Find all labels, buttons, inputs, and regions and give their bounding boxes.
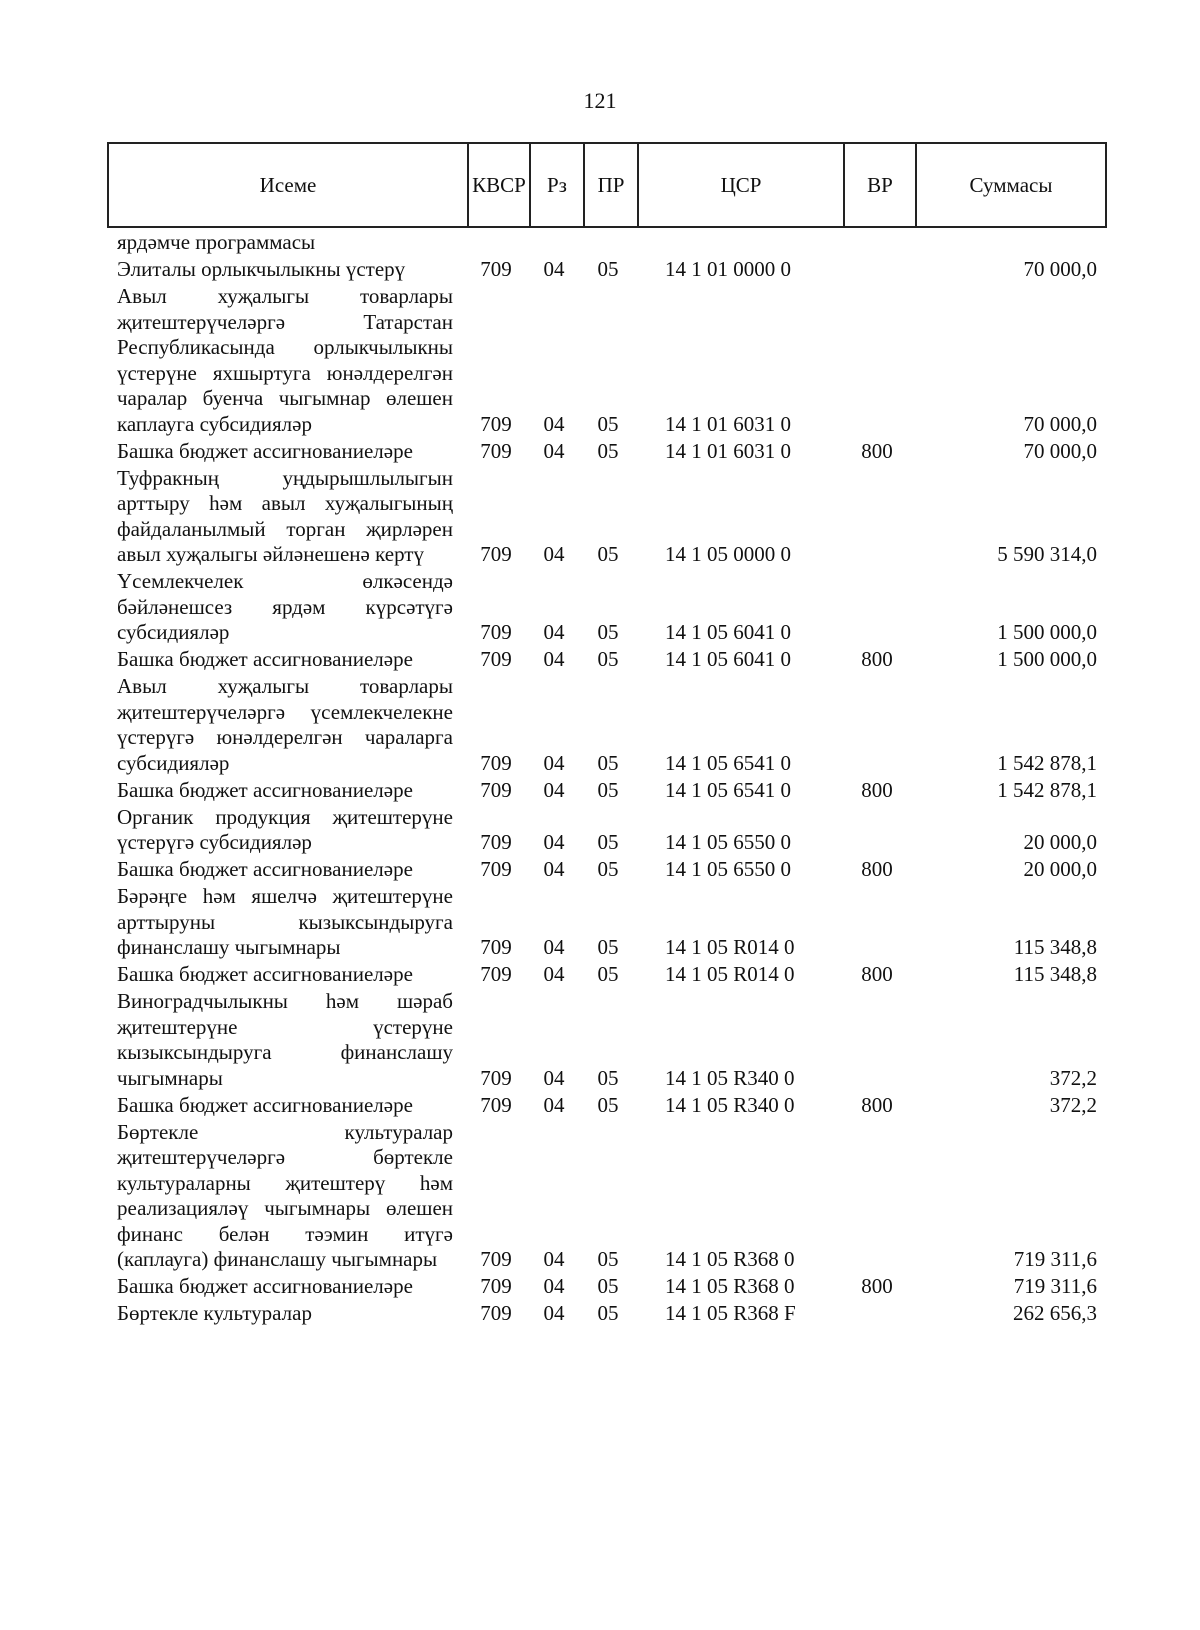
row-csr-cell: 14 1 05 R014 0 xyxy=(665,935,795,959)
row-sum-cell: 70 000,0 xyxy=(1023,411,1097,436)
row-rz-cell: 04 xyxy=(543,750,565,775)
row-name-cell: ярдәмче программасы xyxy=(117,230,316,254)
row-sum-cell: 20 000,0 xyxy=(1023,857,1097,881)
row-vr-cell: 800 xyxy=(861,962,893,986)
row-kvsr-cell: 709 xyxy=(480,411,512,436)
row-sum-cell: 115 348,8 xyxy=(1013,962,1097,986)
row-csr-cell: 14 1 05 6541 0 xyxy=(665,777,791,802)
row-name-cell: Бөртекле культуралар җитештерүчеләргә бөртекле культураларны җитештерү һәм реализацияләү чыгымнары өлешен финанс белән тәэмин итүгә (каплауга) финанслашу чыгымнары xyxy=(117,1119,453,1271)
row-csr-cell: 14 1 05 R340 0 xyxy=(665,1092,795,1117)
row-sum-cell: 70 000,0 xyxy=(1023,257,1097,281)
row-rz-cell: 04 xyxy=(543,1092,565,1117)
row-name-cell: Башка бюджет ассигнованиеләре xyxy=(117,962,413,986)
row-sum-cell: 115 348,8 xyxy=(1013,935,1097,959)
row-csr-cell: 14 1 05 6550 0 xyxy=(665,830,791,854)
row-pr-cell: 05 xyxy=(597,438,619,463)
row-rz-cell: 04 xyxy=(543,542,565,566)
row-sum-cell: 70 000,0 xyxy=(1023,438,1097,463)
row-kvsr-cell: 709 xyxy=(480,438,512,463)
row-csr-cell: 14 1 05 6041 0 xyxy=(665,647,791,671)
table-row xyxy=(107,1093,1107,1119)
row-pr-cell: 05 xyxy=(597,830,619,854)
row-rz-cell: 04 xyxy=(543,777,565,802)
row-vr-cell: 800 xyxy=(861,647,893,671)
row-rz-cell: 04 xyxy=(543,1065,565,1090)
table-body xyxy=(107,230,1107,1328)
header-csr: ЦСР xyxy=(637,144,843,226)
table-row xyxy=(107,674,1107,776)
row-sum-cell: 20 000,0 xyxy=(1023,830,1097,854)
row-name-cell: Башка бюджет ассигнованиеләре xyxy=(117,1274,413,1298)
row-pr-cell: 05 xyxy=(597,257,619,281)
row-kvsr-cell: 709 xyxy=(480,962,512,986)
row-kvsr-cell: 709 xyxy=(480,620,512,644)
row-csr-cell: 14 1 05 R014 0 xyxy=(665,962,795,986)
row-vr-cell: 800 xyxy=(861,857,893,881)
row-rz-cell: 04 xyxy=(543,647,565,671)
page-number: 121 xyxy=(583,88,617,113)
row-kvsr-cell: 709 xyxy=(480,857,512,881)
row-kvsr-cell: 709 xyxy=(480,1274,512,1298)
row-rz-cell: 04 xyxy=(543,620,565,644)
row-kvsr-cell: 709 xyxy=(480,257,512,281)
row-kvsr-cell: 709 xyxy=(480,1301,512,1325)
row-name-cell: Элиталы орлыкчылыкны үстерү xyxy=(117,257,406,281)
table-row xyxy=(107,989,1107,1091)
header-rz: Рз xyxy=(529,144,583,226)
row-pr-cell: 05 xyxy=(597,411,619,436)
row-name-cell: Үсемлекчелек өлкәсендә бәйләнешсез ярдәм күрсәтүгә субсидияләр xyxy=(117,569,453,644)
table-row xyxy=(107,284,1107,437)
row-pr-cell: 05 xyxy=(597,1301,619,1325)
table-row xyxy=(107,569,1107,646)
row-sum-cell: 1 500 000,0 xyxy=(997,620,1097,644)
row-pr-cell: 05 xyxy=(597,1247,619,1271)
row-name-cell: Органик продукция җитештерүне үстерүгә субсидияләр xyxy=(117,804,453,854)
row-kvsr-cell: 709 xyxy=(480,647,512,671)
row-csr-cell: 14 1 05 6041 0 xyxy=(665,620,791,644)
row-kvsr-cell: 709 xyxy=(480,750,512,775)
row-sum-cell: 1 542 878,1 xyxy=(997,750,1097,775)
row-name-cell: Туфракның уңдырышлылыгын арттыру һәм авыл хуҗалыгының файдаланылмый торган җирләрен авыл хуҗалыгы әйләнешенә кертү xyxy=(117,465,453,566)
header-name: Исеме xyxy=(259,172,317,197)
row-csr-cell: 14 1 01 0000 0 xyxy=(665,257,791,281)
row-rz-cell: 04 xyxy=(543,935,565,959)
row-gap xyxy=(107,1327,1107,1329)
row-sum-cell: 719 311,6 xyxy=(1013,1247,1097,1271)
row-rz-cell: 04 xyxy=(543,962,565,986)
header-vr: ВР xyxy=(843,144,915,226)
row-name-cell: Башка бюджет ассигнованиеләре xyxy=(117,438,413,463)
row-pr-cell: 05 xyxy=(597,1274,619,1298)
table-row xyxy=(107,647,1107,673)
row-kvsr-cell: 709 xyxy=(480,1065,512,1090)
row-kvsr-cell: 709 xyxy=(480,935,512,959)
table-row xyxy=(107,230,1107,256)
row-kvsr-cell: 709 xyxy=(480,1092,512,1117)
row-pr-cell: 05 xyxy=(597,935,619,959)
row-name-cell: Авыл хуҗалыгы товарлары җитештерүчеләргә Татарстан Республикасында орлыкчылыкны үстерүне яхшыртуга юнәлдерелгән чаралар буенча чыгымнар өлешен каплауга субсидияләр xyxy=(117,284,453,436)
table-row xyxy=(107,857,1107,883)
row-pr-cell: 05 xyxy=(597,962,619,986)
row-csr-cell: 14 1 05 R368 0 xyxy=(665,1274,795,1298)
row-kvsr-cell: 709 xyxy=(480,542,512,566)
row-name-cell: Башка бюджет ассигнованиеләре xyxy=(117,647,413,671)
row-csr-cell: 14 1 01 6031 0 xyxy=(665,411,791,436)
row-pr-cell: 05 xyxy=(597,777,619,802)
row-rz-cell: 04 xyxy=(543,411,565,436)
row-rz-cell: 04 xyxy=(543,1247,565,1271)
row-sum-cell: 262 656,3 xyxy=(1013,1301,1097,1325)
row-sum-cell: 372,2 xyxy=(1049,1092,1097,1117)
row-sum-cell: 1 500 000,0 xyxy=(997,647,1097,671)
row-sum-cell: 719 311,6 xyxy=(1013,1274,1097,1298)
row-name-cell: Бөртекле культуралар xyxy=(117,1301,312,1325)
row-rz-cell: 04 xyxy=(543,857,565,881)
row-vr-cell: 800 xyxy=(861,438,893,463)
header-kvsr: КВСР xyxy=(467,144,529,226)
row-rz-cell: 04 xyxy=(543,830,565,854)
table-row xyxy=(107,962,1107,988)
table-row xyxy=(107,1120,1107,1273)
header-sum: Суммасы xyxy=(915,144,1105,226)
row-kvsr-cell: 709 xyxy=(480,830,512,854)
header-pr: ПР xyxy=(583,144,637,226)
table-row xyxy=(107,439,1107,465)
row-csr-cell: 14 1 01 6031 0 xyxy=(665,438,791,463)
row-csr-cell: 14 1 05 R368 F xyxy=(665,1301,796,1325)
row-rz-cell: 04 xyxy=(543,438,565,463)
row-pr-cell: 05 xyxy=(597,647,619,671)
table-row xyxy=(107,257,1107,283)
row-name-cell: Бәрәңге һәм яшелчә җитештерүне арттыруны кызыксындыруга финанслашу чыгымнары xyxy=(117,884,453,959)
row-sum-cell: 1 542 878,1 xyxy=(997,777,1097,802)
row-vr-cell: 800 xyxy=(861,777,893,802)
row-pr-cell: 05 xyxy=(597,857,619,881)
row-csr-cell: 14 1 05 0000 0 xyxy=(665,542,791,566)
row-csr-cell: 14 1 05 6541 0 xyxy=(665,750,791,775)
table-row xyxy=(107,778,1107,804)
table-header xyxy=(107,142,1107,228)
row-csr-cell: 14 1 05 R340 0 xyxy=(665,1065,795,1090)
row-vr-cell: 800 xyxy=(861,1274,893,1298)
row-name-cell: Башка бюджет ассигнованиеләре xyxy=(117,857,413,881)
row-csr-cell: 14 1 05 R368 0 xyxy=(665,1247,795,1271)
row-name-cell: Виноградчылыкны һәм шәраб җитештерүне үстерүне кызыксындыруга финанслашу чыгымнары xyxy=(117,989,453,1090)
row-rz-cell: 04 xyxy=(543,1274,565,1298)
row-name-cell: Башка бюджет ассигнованиеләре xyxy=(117,777,413,802)
row-pr-cell: 05 xyxy=(597,542,619,566)
row-kvsr-cell: 709 xyxy=(480,1247,512,1271)
table-row xyxy=(107,466,1107,568)
row-sum-cell: 5 590 314,0 xyxy=(997,542,1097,566)
table-row xyxy=(107,805,1107,856)
row-name-cell: Авыл хуҗалыгы товарлары җитештерүчеләргә үсемлекчелекне үстерүгә юнәлдерелгән чараларга субсидияләр xyxy=(117,674,453,775)
row-pr-cell: 05 xyxy=(597,620,619,644)
row-sum-cell: 372,2 xyxy=(1049,1065,1097,1090)
table-row xyxy=(107,884,1107,961)
table-row xyxy=(107,1274,1107,1300)
row-pr-cell: 05 xyxy=(597,1065,619,1090)
row-rz-cell: 04 xyxy=(543,1301,565,1325)
row-rz-cell: 04 xyxy=(543,257,565,281)
row-pr-cell: 05 xyxy=(597,750,619,775)
row-csr-cell: 14 1 05 6550 0 xyxy=(665,857,791,881)
row-pr-cell: 05 xyxy=(597,1092,619,1117)
row-kvsr-cell: 709 xyxy=(480,777,512,802)
table-row xyxy=(107,1301,1107,1327)
row-vr-cell: 800 xyxy=(861,1092,893,1117)
row-name-cell: Башка бюджет ассигнованиеләре xyxy=(117,1092,413,1117)
